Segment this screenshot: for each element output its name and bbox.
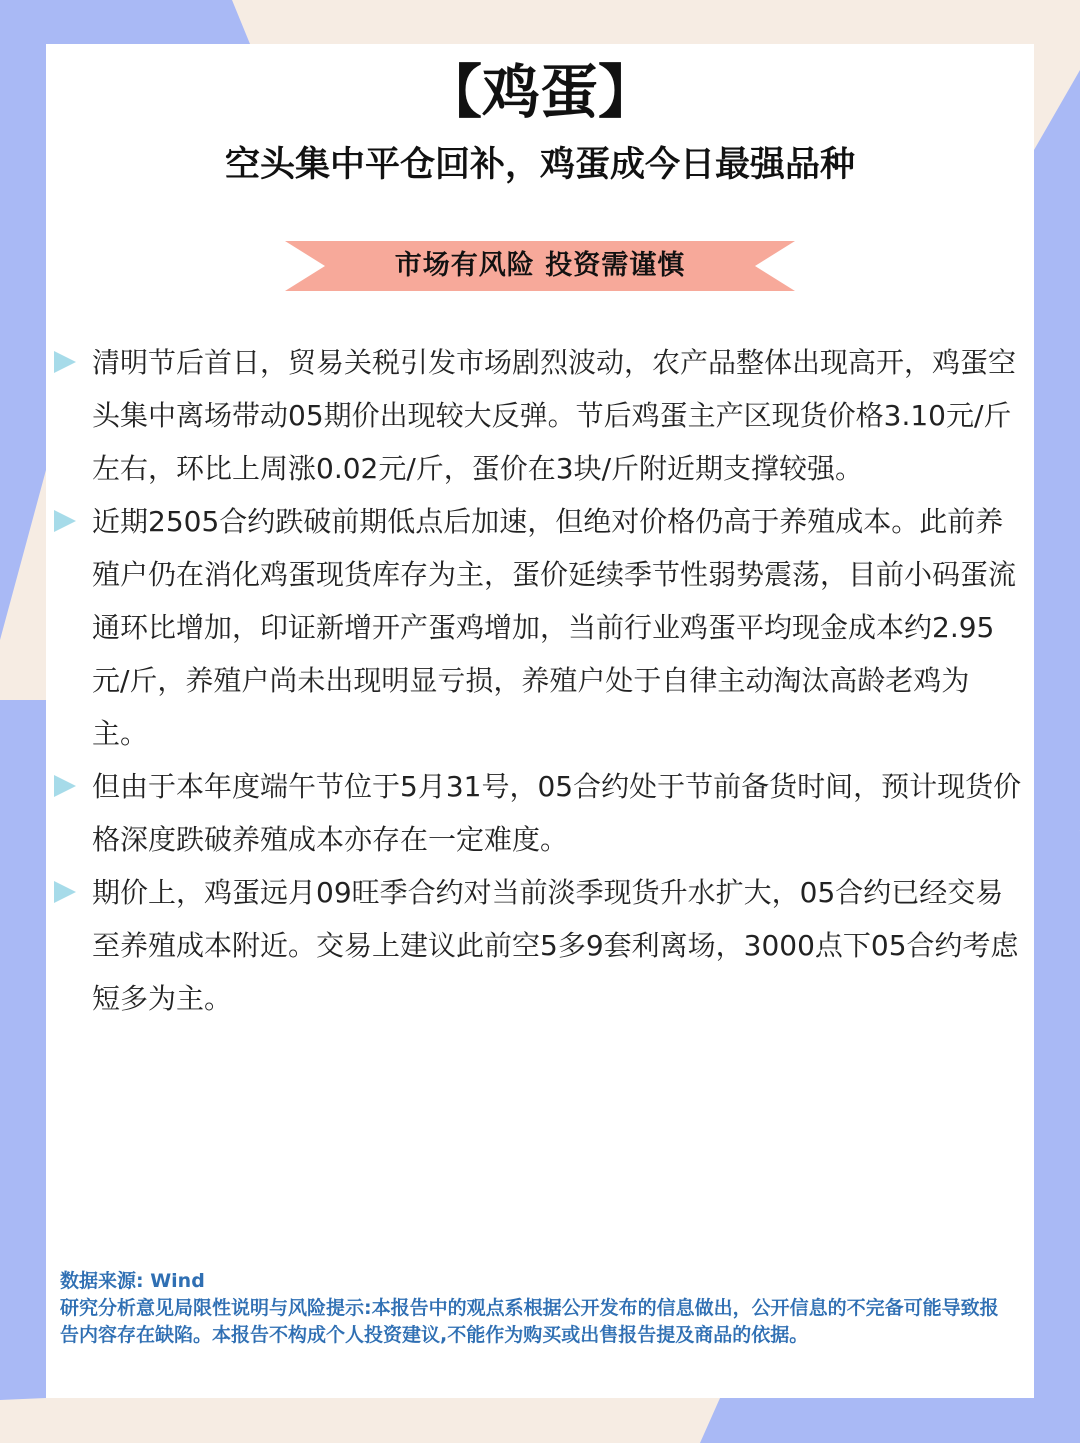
- triangle-right-icon: [54, 881, 76, 903]
- data-source: 数据来源: Wind: [60, 1270, 205, 1292]
- risk-banner: [285, 241, 795, 291]
- triangle-right-icon: [54, 510, 76, 532]
- list-item-text: 清明节后首日，贸易关税引发市场剧烈波动，农产品整体出现高开，鸡蛋空头集中离场带动05期价出现较大反弹。节后鸡蛋主产区现货价格3.10元/斤左右，环比上周涨0.02元/斤，蛋价在3块/斤附近期支撑较强。: [92, 346, 1017, 485]
- triangle-right-icon: [54, 351, 76, 373]
- list-item: [52, 760, 1022, 866]
- risk-banner-text: 市场有风险 投资需谨慎: [394, 250, 686, 281]
- triangle-right-icon: [54, 775, 76, 797]
- blue-shape-right: [1034, 70, 1080, 890]
- page-title: 【鸡蛋】: [423, 58, 656, 126]
- footer-notes: [60, 1268, 1010, 1349]
- list-item: [52, 336, 1022, 495]
- page-subtitle: 空头集中平仓回补，鸡蛋成今日最强品种: [224, 144, 855, 185]
- list-item: [52, 495, 1022, 760]
- analysis-list: [52, 336, 1022, 1025]
- list-item-text: 近期2505合约跌破前期低点后加速，但绝对价格仍高于养殖成本。此前养殖户仍在消化鸡蛋现货库存为主，蛋价延续季节性弱势震荡，目前小码蛋流通环比增加，印证新增开产蛋鸡增加，当前行业鸡蛋平均现金成本约2.95元/斤，养殖户尚未出现明显亏损，养殖户处于自律主动淘汰高龄老鸡为主。: [92, 505, 1017, 750]
- blue-shape-left: [0, 700, 46, 1400]
- list-item-text: 但由于本年度端午节位于5月31号，05合约处于节前备货时间，预计现货价格深度跌破养殖成本亦存在一定难度。: [92, 770, 1022, 856]
- risk-disclaimer: 研究分析意见局限性说明与风险提示:本报告中的观点系根据公开发布的信息做出，公开信息的不完备可能导致报告内容存在缺陷。本报告不构成个人投资建议,不能作为购买或出售报告提及商品的依据。: [60, 1297, 999, 1346]
- list-item-text: 期价上，鸡蛋远月09旺季合约对当前淡季现货升水扩大，05合约已经交易至养殖成本附近。交易上建议此前空5多9套利离场，3000点下05合约考虑短多为主。: [92, 876, 1019, 1015]
- list-item: [52, 866, 1022, 1025]
